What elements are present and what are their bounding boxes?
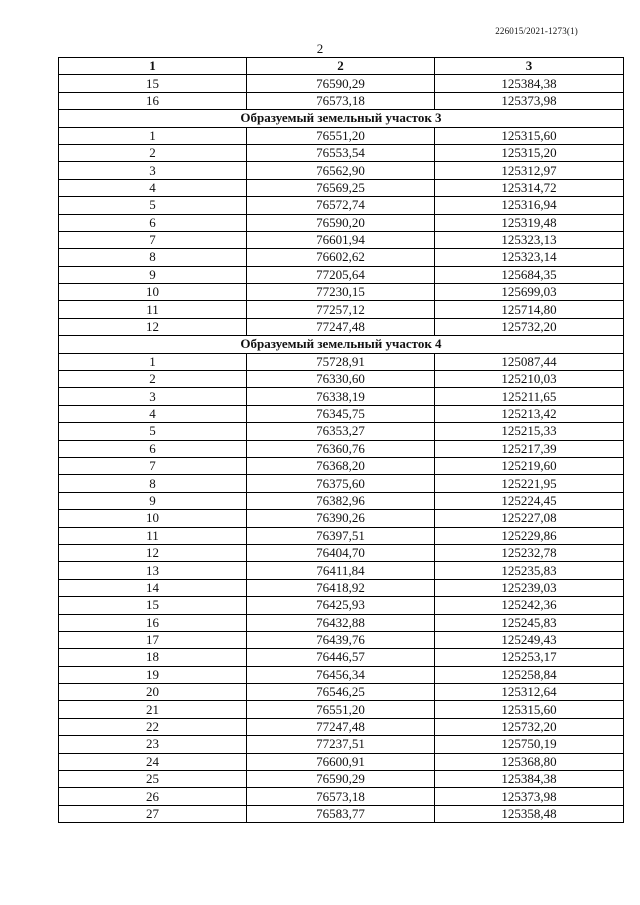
y-coordinate-cell: 125232,78 [435, 544, 624, 561]
table-row [59, 92, 624, 109]
x-coordinate-cell: 76382,96 [247, 492, 435, 509]
y-coordinate-cell: 125235,83 [435, 562, 624, 579]
x-coordinate-cell: 76573,18 [247, 92, 435, 109]
table-row [59, 214, 624, 231]
x-coordinate-cell: 77247,48 [247, 318, 435, 335]
point-number-cell: 8 [59, 249, 247, 266]
x-coordinate-cell: 76551,20 [247, 127, 435, 144]
point-number-cell: 8 [59, 475, 247, 492]
x-coordinate-cell: 76353,27 [247, 423, 435, 440]
table-header-row [59, 58, 624, 75]
y-coordinate-cell: 125315,60 [435, 701, 624, 718]
point-number-cell: 13 [59, 562, 247, 579]
x-coordinate-cell: 76572,74 [247, 197, 435, 214]
y-coordinate-cell: 125373,98 [435, 788, 624, 805]
point-number-cell: 23 [59, 736, 247, 753]
column-header-2: 2 [247, 58, 435, 75]
y-coordinate-cell: 125358,48 [435, 805, 624, 822]
table-row [59, 736, 624, 753]
point-number-cell: 5 [59, 423, 247, 440]
point-number-cell: 4 [59, 179, 247, 196]
table-row [59, 144, 624, 161]
x-coordinate-cell: 76590,29 [247, 75, 435, 92]
x-coordinate-cell: 76573,18 [247, 788, 435, 805]
point-number-cell: 11 [59, 301, 247, 318]
y-coordinate-cell: 125323,13 [435, 231, 624, 248]
x-coordinate-cell: 77205,64 [247, 266, 435, 283]
point-number-cell: 1 [59, 127, 247, 144]
table-row [59, 475, 624, 492]
y-coordinate-cell: 125245,83 [435, 614, 624, 631]
point-number-cell: 15 [59, 75, 247, 92]
table-row [59, 318, 624, 335]
table-row [59, 771, 624, 788]
x-coordinate-cell: 76590,29 [247, 771, 435, 788]
x-coordinate-cell: 75728,91 [247, 353, 435, 370]
y-coordinate-cell: 125312,97 [435, 162, 624, 179]
y-coordinate-cell: 125242,36 [435, 597, 624, 614]
x-coordinate-cell: 76446,57 [247, 649, 435, 666]
x-coordinate-cell: 76562,90 [247, 162, 435, 179]
point-number-cell: 2 [59, 371, 247, 388]
y-coordinate-cell: 125219,60 [435, 457, 624, 474]
y-coordinate-cell: 125315,20 [435, 144, 624, 161]
point-number-cell: 9 [59, 266, 247, 283]
table-row [59, 266, 624, 283]
y-coordinate-cell: 125323,14 [435, 249, 624, 266]
table-row [59, 684, 624, 701]
x-coordinate-cell: 76590,20 [247, 214, 435, 231]
table-row [59, 562, 624, 579]
table-row [59, 579, 624, 596]
page-number: 2 [316, 41, 324, 56]
point-number-cell: 9 [59, 492, 247, 509]
x-coordinate-cell: 76338,19 [247, 388, 435, 405]
x-coordinate-cell: 76600,91 [247, 753, 435, 770]
y-coordinate-cell: 125319,48 [435, 214, 624, 231]
y-coordinate-cell: 125211,65 [435, 388, 624, 405]
y-coordinate-cell: 125314,72 [435, 179, 624, 196]
y-coordinate-cell: 125384,38 [435, 75, 624, 92]
point-number-cell: 5 [59, 197, 247, 214]
y-coordinate-cell: 125213,42 [435, 405, 624, 422]
table-row [59, 649, 624, 666]
table-row [59, 631, 624, 648]
y-coordinate-cell: 125732,20 [435, 318, 624, 335]
y-coordinate-cell: 125384,38 [435, 771, 624, 788]
table-row [59, 353, 624, 370]
x-coordinate-cell: 76546,25 [247, 684, 435, 701]
y-coordinate-cell: 125217,39 [435, 440, 624, 457]
x-coordinate-cell: 76360,76 [247, 440, 435, 457]
table-row [59, 788, 624, 805]
point-number-cell: 24 [59, 753, 247, 770]
table-row [59, 284, 624, 301]
x-coordinate-cell: 76375,60 [247, 475, 435, 492]
table-row [59, 231, 624, 248]
y-coordinate-cell: 125714,80 [435, 301, 624, 318]
y-coordinate-cell: 125221,95 [435, 475, 624, 492]
point-number-cell: 19 [59, 666, 247, 683]
section-header-row [59, 110, 624, 127]
x-coordinate-cell: 76601,94 [247, 231, 435, 248]
point-number-cell: 20 [59, 684, 247, 701]
y-coordinate-cell: 125732,20 [435, 718, 624, 735]
x-coordinate-cell: 76330,60 [247, 371, 435, 388]
y-coordinate-cell: 125373,98 [435, 92, 624, 109]
table-row [59, 614, 624, 631]
y-coordinate-cell: 125684,35 [435, 266, 624, 283]
table-row [59, 597, 624, 614]
column-header-3: 3 [435, 58, 624, 75]
point-number-cell: 16 [59, 614, 247, 631]
point-number-cell: 6 [59, 214, 247, 231]
x-coordinate-cell: 77247,48 [247, 718, 435, 735]
x-coordinate-cell: 77257,12 [247, 301, 435, 318]
point-number-cell: 12 [59, 544, 247, 561]
table-row [59, 440, 624, 457]
point-number-cell: 4 [59, 405, 247, 422]
x-coordinate-cell: 76397,51 [247, 527, 435, 544]
point-number-cell: 27 [59, 805, 247, 822]
x-coordinate-cell: 76390,26 [247, 510, 435, 527]
y-coordinate-cell: 125368,80 [435, 753, 624, 770]
y-coordinate-cell: 125750,19 [435, 736, 624, 753]
y-coordinate-cell: 125258,84 [435, 666, 624, 683]
x-coordinate-cell: 76425,93 [247, 597, 435, 614]
y-coordinate-cell: 125249,43 [435, 631, 624, 648]
point-number-cell: 6 [59, 440, 247, 457]
point-number-cell: 16 [59, 92, 247, 109]
y-coordinate-cell: 125315,60 [435, 127, 624, 144]
y-coordinate-cell: 125087,44 [435, 353, 624, 370]
table-row [59, 162, 624, 179]
section-title: Образуемый земельный участок 3 [59, 110, 624, 127]
point-number-cell: 10 [59, 510, 247, 527]
table-row [59, 423, 624, 440]
x-coordinate-cell: 77230,15 [247, 284, 435, 301]
x-coordinate-cell: 76345,75 [247, 405, 435, 422]
y-coordinate-cell: 125224,45 [435, 492, 624, 509]
x-coordinate-cell: 76602,62 [247, 249, 435, 266]
y-coordinate-cell: 125253,17 [435, 649, 624, 666]
x-coordinate-cell: 76551,20 [247, 701, 435, 718]
x-coordinate-cell: 76411,84 [247, 562, 435, 579]
x-coordinate-cell: 77237,51 [247, 736, 435, 753]
x-coordinate-cell: 76569,25 [247, 179, 435, 196]
point-number-cell: 2 [59, 144, 247, 161]
y-coordinate-cell: 125210,03 [435, 371, 624, 388]
table-row [59, 510, 624, 527]
y-coordinate-cell: 125316,94 [435, 197, 624, 214]
table-body [59, 75, 624, 823]
table-row [59, 405, 624, 422]
point-number-cell: 22 [59, 718, 247, 735]
point-number-cell: 21 [59, 701, 247, 718]
column-header-1: 1 [59, 58, 247, 75]
x-coordinate-cell: 76439,76 [247, 631, 435, 648]
x-coordinate-cell: 76404,70 [247, 544, 435, 561]
point-number-cell: 7 [59, 231, 247, 248]
table-row [59, 197, 624, 214]
y-coordinate-cell: 125229,86 [435, 527, 624, 544]
section-header-row [59, 336, 624, 353]
section-title: Образуемый земельный участок 4 [59, 336, 624, 353]
table-row [59, 701, 624, 718]
table-row [59, 301, 624, 318]
table-row [59, 805, 624, 822]
x-coordinate-cell: 76553,54 [247, 144, 435, 161]
point-number-cell: 18 [59, 649, 247, 666]
x-coordinate-cell: 76432,88 [247, 614, 435, 631]
point-number-cell: 3 [59, 388, 247, 405]
point-number-cell: 14 [59, 579, 247, 596]
point-number-cell: 12 [59, 318, 247, 335]
table-row [59, 75, 624, 92]
point-number-cell: 26 [59, 788, 247, 805]
table-row [59, 492, 624, 509]
table-row [59, 544, 624, 561]
table-row [59, 127, 624, 144]
table-row [59, 388, 624, 405]
x-coordinate-cell: 76418,92 [247, 579, 435, 596]
table-row [59, 527, 624, 544]
table-row [59, 179, 624, 196]
table-row [59, 753, 624, 770]
table-row [59, 249, 624, 266]
point-number-cell: 25 [59, 771, 247, 788]
y-coordinate-cell: 125239,03 [435, 579, 624, 596]
y-coordinate-cell: 125215,33 [435, 423, 624, 440]
coordinates-table [58, 57, 624, 823]
table-row [59, 371, 624, 388]
table-row [59, 666, 624, 683]
x-coordinate-cell: 76583,77 [247, 805, 435, 822]
point-number-cell: 7 [59, 457, 247, 474]
point-number-cell: 17 [59, 631, 247, 648]
table-row [59, 718, 624, 735]
point-number-cell: 11 [59, 527, 247, 544]
point-number-cell: 15 [59, 597, 247, 614]
x-coordinate-cell: 76368,20 [247, 457, 435, 474]
document-id: 226015/2021-1273(1) [495, 26, 578, 36]
point-number-cell: 10 [59, 284, 247, 301]
table-row [59, 457, 624, 474]
y-coordinate-cell: 125699,03 [435, 284, 624, 301]
y-coordinate-cell: 125312,64 [435, 684, 624, 701]
x-coordinate-cell: 76456,34 [247, 666, 435, 683]
point-number-cell: 1 [59, 353, 247, 370]
point-number-cell: 3 [59, 162, 247, 179]
y-coordinate-cell: 125227,08 [435, 510, 624, 527]
